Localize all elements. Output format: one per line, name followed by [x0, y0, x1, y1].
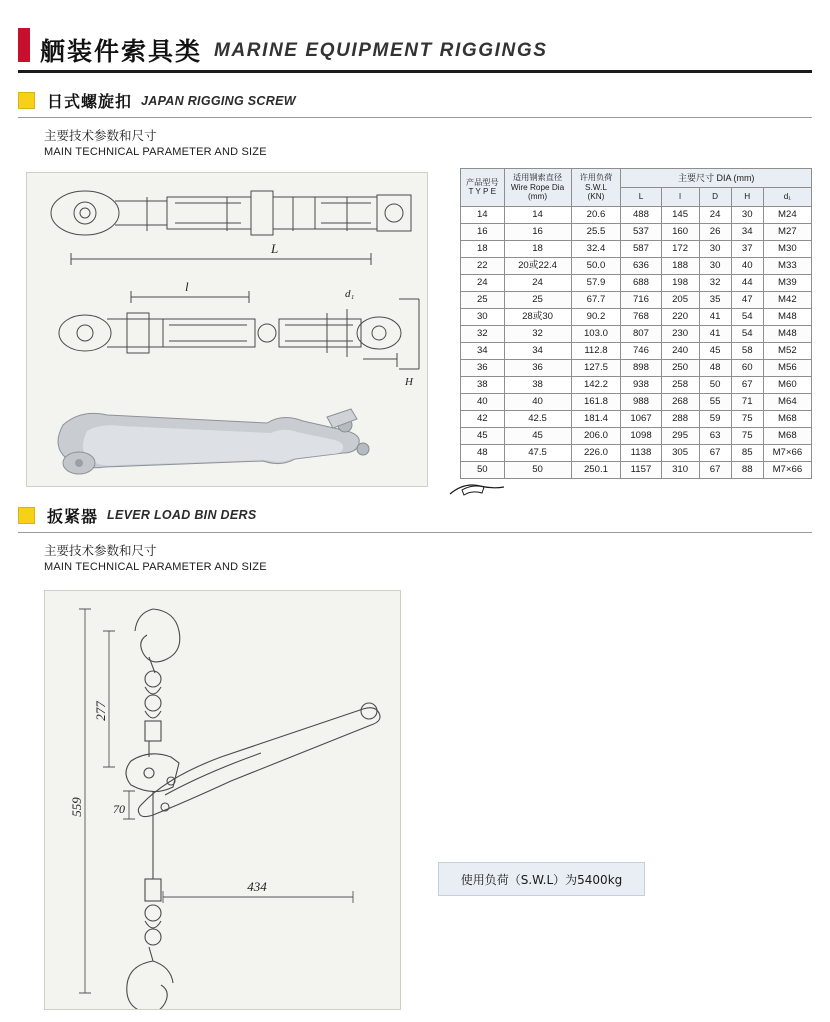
section-header-lever-load-binders	[18, 504, 830, 527]
table-cell: 38	[504, 376, 571, 393]
rigging-screw-drawing-panel	[26, 172, 428, 487]
table-row	[461, 444, 812, 461]
table-cell: 30	[461, 308, 505, 325]
table-cell: 36	[461, 359, 505, 376]
table-cell: 14	[504, 206, 571, 223]
section-header-rigging-screw	[18, 89, 830, 112]
table-cell: 142.2	[571, 376, 621, 393]
table-cell: 59	[699, 410, 731, 427]
table-cell: M68	[763, 427, 811, 444]
table-cell: 250.1	[571, 461, 621, 478]
table-cell: 40	[461, 393, 505, 410]
table-cell: 205	[661, 291, 699, 308]
table-cell: 24	[504, 274, 571, 291]
svg-text:l: l	[185, 278, 189, 294]
spec-header-type: 产品型号 T Y P E	[461, 168, 505, 206]
spec-table-body	[461, 206, 812, 478]
svg-text:d₁: d₁	[345, 287, 355, 300]
section-1-body	[18, 168, 812, 488]
table-cell: M64	[763, 393, 811, 410]
table-cell: 18	[504, 240, 571, 257]
table-cell: 537	[621, 223, 661, 240]
table-cell: 67	[731, 376, 763, 393]
table-cell: 85	[731, 444, 763, 461]
table-cell: 206.0	[571, 427, 621, 444]
table-cell: 36	[504, 359, 571, 376]
table-cell: M52	[763, 342, 811, 359]
table-row	[461, 240, 812, 257]
table-cell: 295	[661, 427, 699, 444]
table-cell: 50.0	[571, 257, 621, 274]
spec-header-row-1	[461, 168, 812, 187]
table-cell: 48	[461, 444, 505, 461]
parameter-caption-cn-2: 主要技术参数和尺寸	[44, 542, 157, 558]
table-cell: 250	[661, 359, 699, 376]
table-cell: 35	[699, 291, 731, 308]
table-cell: 34	[504, 342, 571, 359]
table-cell: 1157	[621, 461, 661, 478]
spec-header-L: L	[621, 187, 661, 206]
table-cell: M48	[763, 308, 811, 325]
table-cell: 63	[699, 427, 731, 444]
table-cell: 41	[699, 325, 731, 342]
table-cell: M24	[763, 206, 811, 223]
table-cell: 160	[661, 223, 699, 240]
table-cell: 716	[621, 291, 661, 308]
table-cell: 42.5	[504, 410, 571, 427]
table-cell: 488	[621, 206, 661, 223]
svg-text:434: 434	[247, 879, 267, 895]
table-cell: 1067	[621, 410, 661, 427]
table-cell: 38	[461, 376, 505, 393]
table-cell: 30	[699, 240, 731, 257]
section-2-title-en: LEVER LOAD BIN DERS	[107, 508, 257, 523]
table-cell: 288	[661, 410, 699, 427]
table-cell: M42	[763, 291, 811, 308]
parameter-caption-en: MAIN TECHNICAL PARAMETER AND SIZE	[44, 145, 267, 158]
table-cell: 18	[461, 240, 505, 257]
table-cell: 688	[621, 274, 661, 291]
table-cell: 50	[504, 461, 571, 478]
table-cell: M27	[763, 223, 811, 240]
table-row	[461, 376, 812, 393]
table-cell: M48	[763, 325, 811, 342]
table-cell: 50	[461, 461, 505, 478]
section-2-parameter-caption	[44, 543, 830, 575]
table-cell: 938	[621, 376, 661, 393]
lever-load-binder-line-drawing	[45, 591, 400, 1009]
table-cell: 240	[661, 342, 699, 359]
table-row	[461, 461, 812, 478]
table-cell: 47	[731, 291, 763, 308]
table-cell: 25	[461, 291, 505, 308]
section-title-en: JAPAN RIGGING SCREW	[141, 93, 296, 108]
table-cell: M39	[763, 274, 811, 291]
table-cell: 988	[621, 393, 661, 410]
table-cell: 40	[731, 257, 763, 274]
table-cell: M33	[763, 257, 811, 274]
table-cell: 30	[731, 206, 763, 223]
table-row	[461, 359, 812, 376]
table-row	[461, 223, 812, 240]
table-cell: 48	[699, 359, 731, 376]
table-cell: 1098	[621, 427, 661, 444]
spec-header-l: l	[661, 187, 699, 206]
table-cell: 25	[504, 291, 571, 308]
table-cell: 807	[621, 325, 661, 342]
table-cell: 305	[661, 444, 699, 461]
table-cell: 75	[731, 410, 763, 427]
table-cell: 45	[504, 427, 571, 444]
table-cell: 25.5	[571, 223, 621, 240]
table-row	[461, 308, 812, 325]
table-row	[461, 393, 812, 410]
page-header	[18, 22, 812, 73]
table-cell: 75	[731, 427, 763, 444]
spec-table-head	[461, 168, 812, 206]
table-cell: 258	[661, 376, 699, 393]
lever-load-binder-drawing-panel	[44, 590, 401, 1010]
svg-text:559: 559	[69, 797, 84, 818]
svg-text:H: H	[405, 375, 413, 388]
svg-text:L: L	[271, 240, 279, 256]
table-row	[461, 257, 812, 274]
table-cell: 172	[661, 240, 699, 257]
table-cell: 32	[699, 274, 731, 291]
parameter-caption-cn: 主要技术参数和尺寸	[44, 128, 157, 143]
rigging-screw-spec-table	[460, 168, 812, 479]
section-title-cn: 日式螺旋扣	[47, 92, 133, 111]
table-cell: 32	[461, 325, 505, 342]
table-cell: 34	[461, 342, 505, 359]
table-cell: 587	[621, 240, 661, 257]
spec-header-wire-rope-dia: 适用钢索直径 Wire Rope Dia (mm)	[504, 168, 571, 206]
table-cell: 34	[731, 223, 763, 240]
svg-text:70: 70	[113, 802, 125, 817]
table-cell: 42	[461, 410, 505, 427]
table-cell: 226.0	[571, 444, 621, 461]
table-cell: 636	[621, 257, 661, 274]
table-cell: 71	[731, 393, 763, 410]
table-cell: 103.0	[571, 325, 621, 342]
table-cell: 67	[699, 444, 731, 461]
table-row	[461, 325, 812, 342]
table-cell: 20.6	[571, 206, 621, 223]
table-cell: 161.8	[571, 393, 621, 410]
table-row	[461, 342, 812, 359]
parameter-caption-en-2: MAIN TECHNICAL PARAMETER AND SIZE	[44, 560, 267, 573]
table-cell: M56	[763, 359, 811, 376]
table-cell: 24	[699, 206, 731, 223]
swl-note: 使用负荷（S.W.L）为5400kg	[438, 862, 645, 896]
table-cell: 188	[661, 257, 699, 274]
table-cell: 45	[699, 342, 731, 359]
table-cell: 54	[731, 308, 763, 325]
table-cell: M7×66	[763, 461, 811, 478]
section-divider	[18, 117, 812, 118]
table-cell: 268	[661, 393, 699, 410]
table-cell: 14	[461, 206, 505, 223]
table-cell: 16	[504, 223, 571, 240]
table-cell: 40	[504, 393, 571, 410]
section-divider-2	[18, 532, 812, 533]
table-cell: 60	[731, 359, 763, 376]
table-cell: 28或30	[504, 308, 571, 325]
table-cell: 181.4	[571, 410, 621, 427]
table-cell: 220	[661, 308, 699, 325]
table-row	[461, 291, 812, 308]
table-cell: 768	[621, 308, 661, 325]
table-cell: M68	[763, 410, 811, 427]
page-title-en: MARINE EQUIPMENT RIGGINGS	[214, 40, 548, 61]
page-title-cn: 舾装件索具类	[40, 37, 203, 66]
table-cell: 198	[661, 274, 699, 291]
section-2-body	[18, 584, 812, 1014]
table-cell: 88	[731, 461, 763, 478]
table-cell: 41	[699, 308, 731, 325]
table-cell: 32	[504, 325, 571, 342]
spec-header-d1: d₁	[763, 187, 811, 206]
spec-header-swl: 许用负荷 S.W.L (KN)	[571, 168, 621, 206]
spec-header-D: D	[699, 187, 731, 206]
catalog-page	[0, 22, 830, 1022]
table-cell: 145	[661, 206, 699, 223]
table-cell: 58	[731, 342, 763, 359]
table-cell: 57.9	[571, 274, 621, 291]
bullet-square-icon	[18, 92, 35, 109]
spec-header-H: H	[731, 187, 763, 206]
spec-header-main-dims: 主要尺寸 DIA (mm)	[621, 168, 812, 187]
table-cell: M30	[763, 240, 811, 257]
table-cell: 746	[621, 342, 661, 359]
table-cell: 37	[731, 240, 763, 257]
table-cell: 55	[699, 393, 731, 410]
table-cell: 22	[461, 257, 505, 274]
table-cell: 20或22.4	[504, 257, 571, 274]
section-2-title-cn: 扳紧器	[47, 506, 99, 526]
svg-text:277: 277	[93, 701, 108, 722]
table-cell: 112.8	[571, 342, 621, 359]
bullet-square-icon-2	[18, 507, 35, 524]
table-cell: 1138	[621, 444, 661, 461]
header-accent-bar	[18, 28, 30, 62]
table-row	[461, 206, 812, 223]
table-cell: 16	[461, 223, 505, 240]
section-1-parameter-caption	[44, 128, 830, 160]
table-cell: 90.2	[571, 308, 621, 325]
table-cell: 45	[461, 427, 505, 444]
table-cell: 47.5	[504, 444, 571, 461]
table-cell: 898	[621, 359, 661, 376]
table-cell: 127.5	[571, 359, 621, 376]
table-row	[461, 410, 812, 427]
table-cell: 32.4	[571, 240, 621, 257]
table-cell: 310	[661, 461, 699, 478]
table-cell: 24	[461, 274, 505, 291]
table-cell: 50	[699, 376, 731, 393]
table-row	[461, 427, 812, 444]
table-cell: 26	[699, 223, 731, 240]
table-cell: 54	[731, 325, 763, 342]
table-cell: M60	[763, 376, 811, 393]
table-cell: 30	[699, 257, 731, 274]
table-cell: M7×66	[763, 444, 811, 461]
table-cell: 67.7	[571, 291, 621, 308]
table-row	[461, 274, 812, 291]
table-cell: 67	[699, 461, 731, 478]
table-cell: 230	[661, 325, 699, 342]
table-cell: 44	[731, 274, 763, 291]
rigging-screw-line-drawing	[27, 173, 427, 486]
